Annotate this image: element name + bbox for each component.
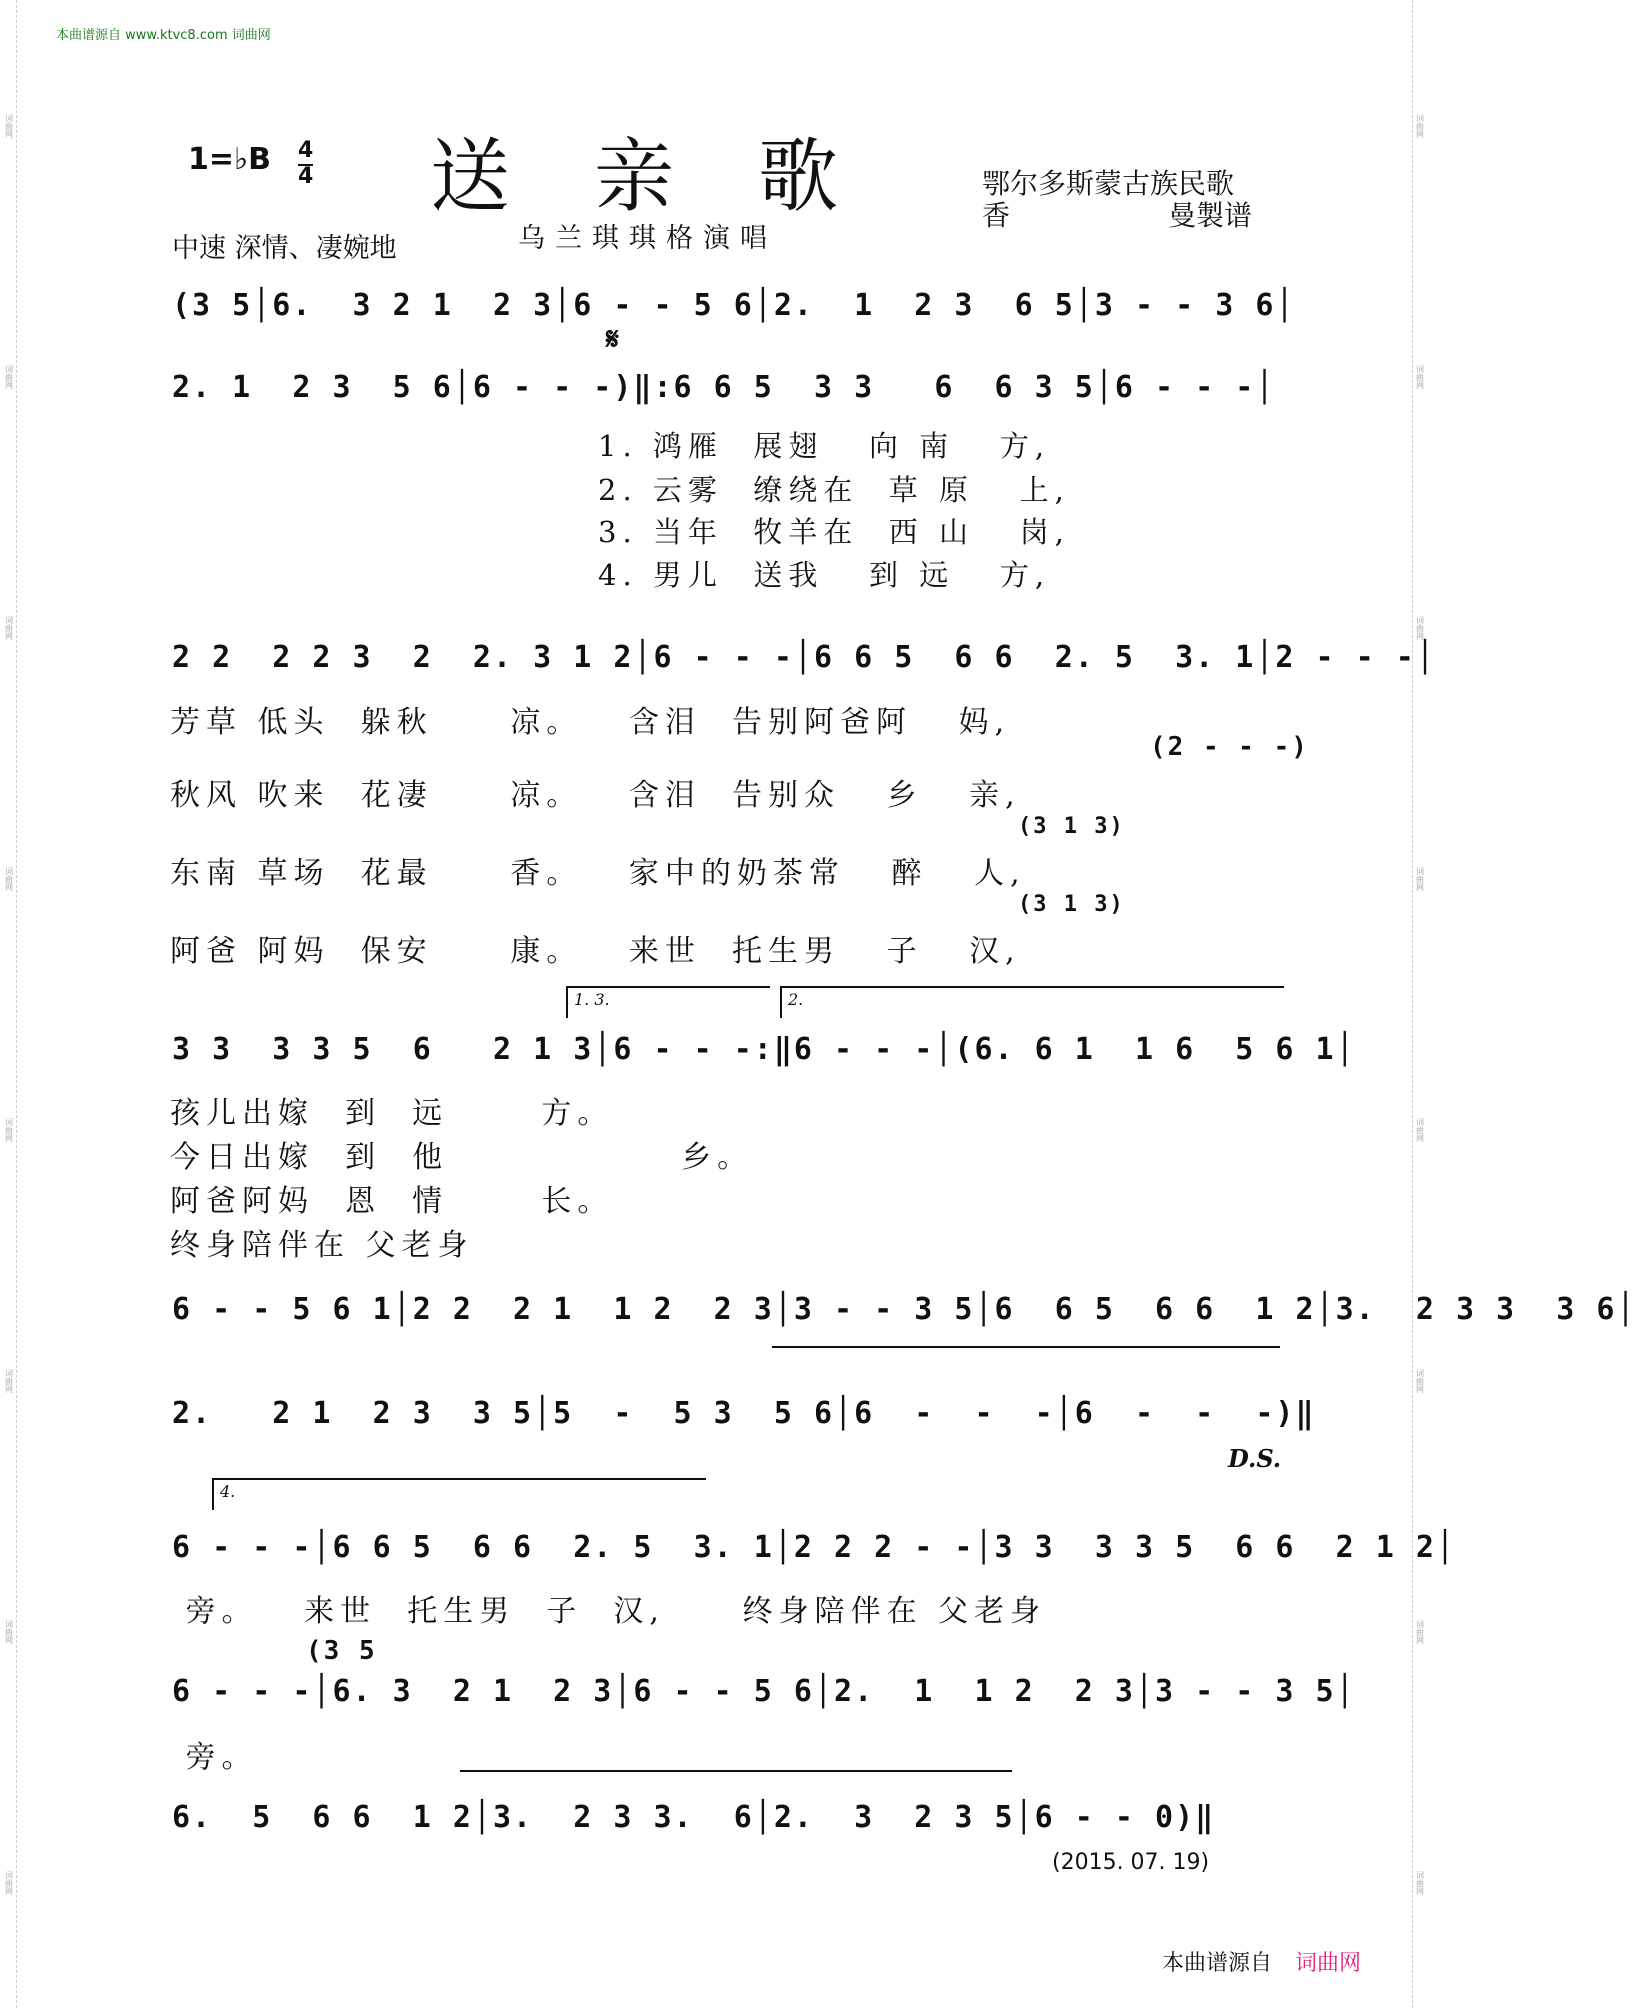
side-watermark: 词曲网	[4, 866, 14, 891]
verse-1-line: 1. 鸿雁 展翅 向 南 方,	[598, 429, 1051, 463]
lyric-line-9: 旁。 来世 托生男 子 汉, 终身陪伴在 父老身	[170, 1594, 1047, 1629]
page-title: 送亲歌	[430, 130, 922, 223]
side-watermark: 词曲网	[4, 113, 14, 138]
side-watermark: 词曲网	[4, 364, 14, 389]
side-watermark: 词曲网	[4, 615, 14, 640]
arranger-given: 香	[982, 199, 1011, 232]
side-watermark: 词曲网	[4, 1870, 14, 1895]
intro-notes: (3 5	[306, 1636, 377, 1666]
score-line-7: 6 - - -│6 6 5 6 6 2. 5 3. 1│2 2 2 - -│3 3 3 3 5 6 6 2 1 2│	[172, 1530, 1456, 1565]
side-watermark: 词曲网	[4, 1117, 14, 1142]
verse-2-line: 2. 云雾 缭绕在 草 原 上,	[598, 473, 1070, 507]
side-watermark: 词曲网	[1415, 866, 1425, 891]
score-line-4: 3 3 3 3 5 6 2 1 3│6 - - -:‖6 - - -│(6. 6 1 1 6 5 6 1│	[172, 1032, 1356, 1067]
lyric-line-4: 阿爸 阿妈 保安 康。 来世 托生男 子 汉,	[170, 934, 1021, 969]
segno-sign: 𝄋	[606, 322, 619, 357]
footer-source	[1162, 1946, 1361, 1977]
lyric-line-10: 旁。	[170, 1740, 258, 1775]
score-line-6: 2. 2 1 2 3 3 5│5 - 5 3 5 6│6 - - -│6 - - -)‖	[172, 1396, 1316, 1431]
lyric-line-7: 阿爸阿妈 恩 情 长。	[170, 1184, 614, 1219]
tempo-marking: 中速 深情、凄婉地	[172, 233, 397, 264]
footer-source-label: 本曲谱源自	[1162, 1951, 1273, 1976]
verse-4-line: 4. 男儿 送我 到 远 方,	[598, 558, 1051, 592]
side-watermark: 词曲网	[1415, 364, 1425, 389]
side-watermark: 词曲网	[1415, 1368, 1425, 1393]
score-line-1: (3 5│6. 3 2 1 2 3│6 - - 5 6│2. 1 2 3 6 5│3 - - 3 6│	[172, 288, 1296, 323]
ds-marking: D.S.	[1228, 1444, 1282, 1473]
composition-date: (2015. 07. 19)	[1052, 1850, 1210, 1875]
score-line-9: 6. 5 6 6 1 2│3. 2 3 3. 6│2. 3 2 3 5│6 - - 0)‖	[172, 1800, 1216, 1835]
volta-4: 4.	[212, 1478, 706, 1510]
meter-top: 4	[298, 140, 313, 166]
side-watermark: 词曲网	[1415, 1619, 1425, 1644]
volta-1-3: 1. 3.	[566, 986, 770, 1018]
meter-bottom: 4	[298, 164, 314, 189]
arranger-rest: 曼製谱	[1167, 199, 1252, 232]
lyric-line-8: 终身陪伴在 父老身	[170, 1228, 474, 1263]
score-line-2: 2. 1 2 3 5 6│6 - - -)‖:6 6 5 3 3 6 6 3 5│6 - - -│	[172, 370, 1276, 405]
side-watermark: 词曲网	[1415, 113, 1425, 138]
right-watermark-strip	[1412, 0, 1427, 2008]
left-watermark-strip	[2, 0, 17, 2008]
song-origin: 鄂尔多斯蒙古族民歌	[982, 167, 1235, 200]
lyric-line-2: 秋风 吹来 花凄 凉。 含泪 告别众 乡 亲,	[170, 778, 1021, 813]
alternate-notes-2: (2 - - -)	[1150, 732, 1309, 762]
key-signature: 1=♭B	[188, 142, 272, 177]
ending-bracket	[460, 1770, 1012, 1772]
footer-site-link[interactable]: 词曲网	[1295, 1951, 1362, 1976]
side-watermark: 词曲网	[1415, 1117, 1425, 1142]
score-line-8: 6 - - -│6. 3 2 1 2 3│6 - - 5 6│2. 1 1 2 2 3│3 - - 3 5│	[172, 1674, 1356, 1709]
volta-2: 2.	[780, 986, 1284, 1018]
side-watermark: 词曲网	[4, 1368, 14, 1393]
alternate-notes-3a: (3 1 3)	[1018, 814, 1125, 839]
score-line-5: 6 - - 5 6 1│2 2 2 1 1 2 2 3│3 - - 3 5│6 6 5 6 6 1 2│3. 2 3 3 3 6│	[172, 1292, 1637, 1327]
side-watermark: 词曲网	[1415, 1870, 1425, 1895]
lyric-line-5: 孩儿出嫁 到 远 方。	[170, 1096, 614, 1131]
lyric-line-1: 芳草 低头 躲秋 凉。 含泪 告别阿爸阿 妈,	[170, 705, 1011, 740]
side-watermark: 词曲网	[1415, 615, 1425, 640]
lyric-line-3: 东南 草场 花最 香。 家中的奶茶常 醉 人,	[170, 856, 1026, 891]
verse-3-line: 3. 当年 牧羊在 西 山 岗,	[598, 515, 1070, 549]
time-signature	[298, 140, 313, 188]
performer-credit: 乌兰琪琪格演唱	[518, 223, 777, 254]
top-source-note: 本曲谱源自 www.ktvc8.com 词曲网	[56, 28, 271, 43]
interlude-bracket	[772, 1346, 1280, 1348]
arranger-credit	[982, 194, 1252, 234]
alternate-notes-3b: (3 1 3)	[1018, 892, 1125, 917]
score-line-3: 2 2 2 2 3 2 2. 3 1 2│6 - - -│6 6 5 6 6 2. 5 3. 1│2 - - -│	[172, 640, 1436, 675]
lyric-line-6: 今日出嫁 到 他 乡。	[170, 1140, 754, 1175]
side-watermark: 词曲网	[4, 1619, 14, 1644]
